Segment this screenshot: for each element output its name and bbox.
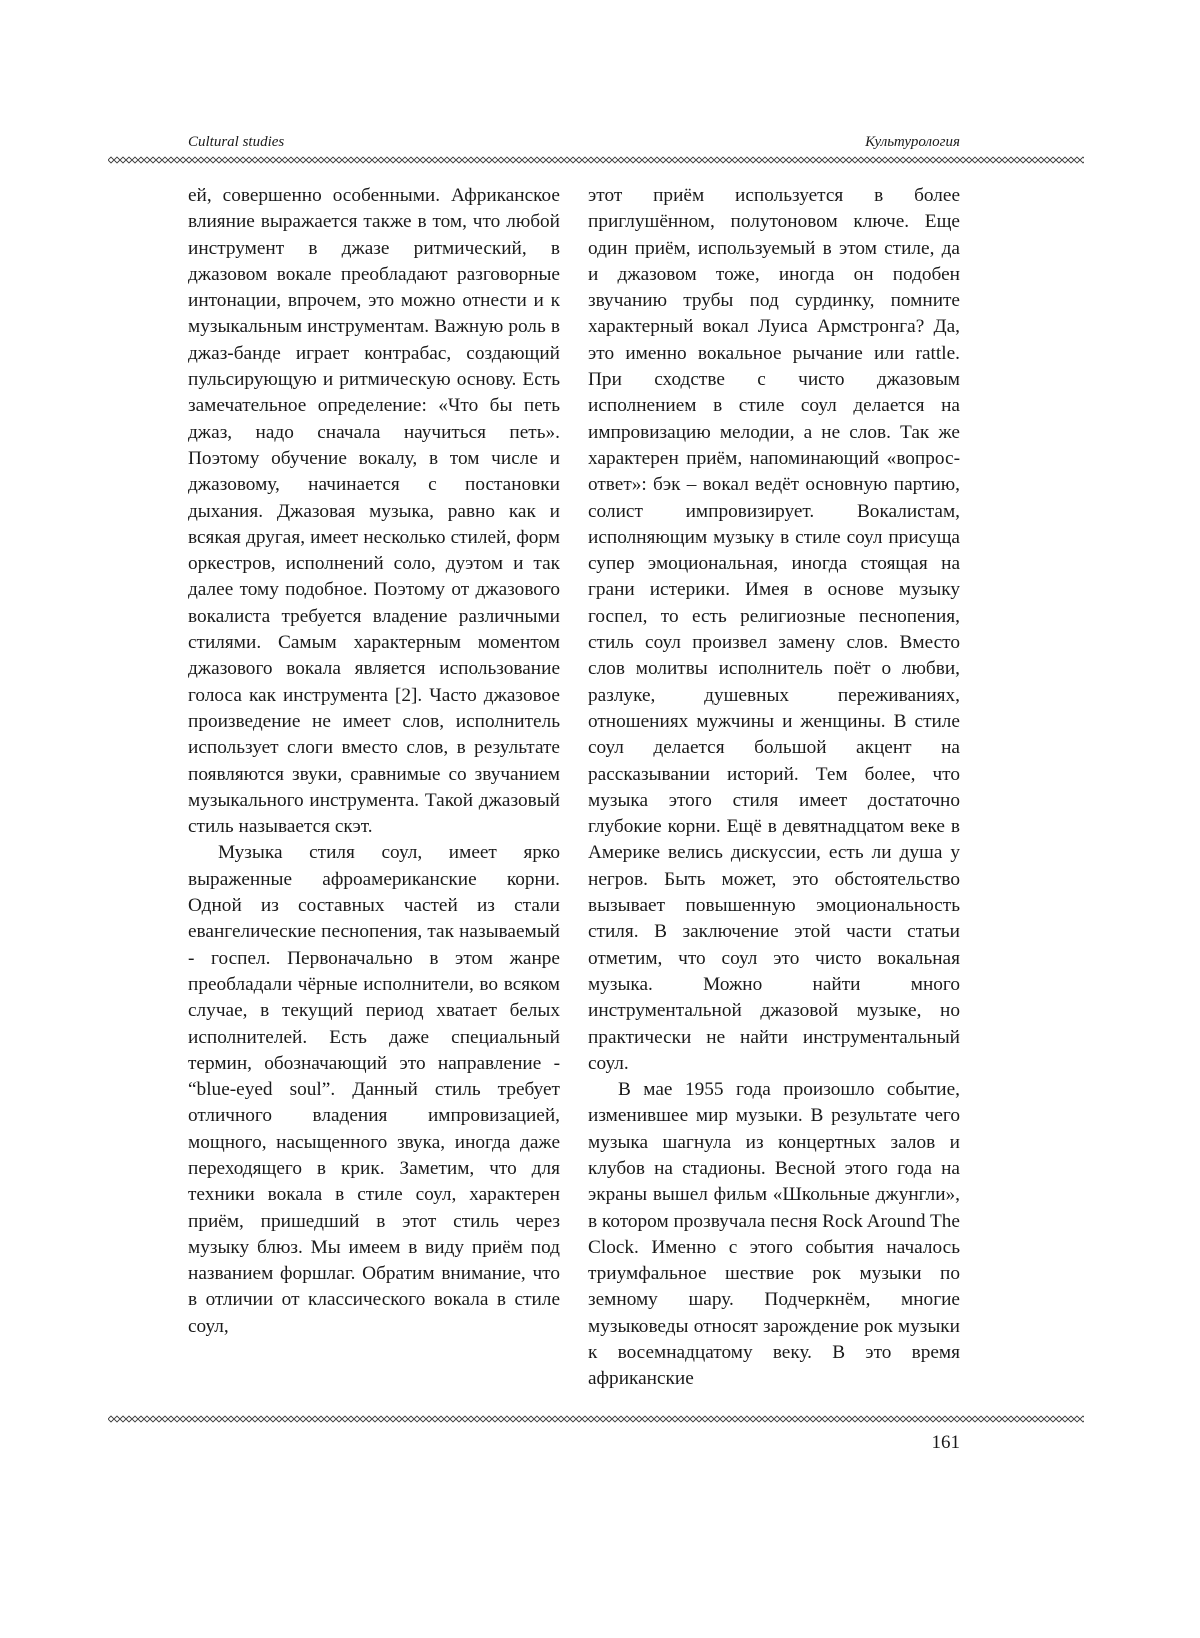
- running-header: [188, 134, 960, 156]
- paragraph-jazz-vocal: ей, совершенно особенными. Африканское влияние выражается также в том, что любой инструмент в джазе ритмический, в джазовом вокале преобладают разговорные интонации, впрочем, это можно отнести и к музыкальным инструментам. Важную роль в джаз-банде играет контрабас, создающий пульсирующую и ритмическую основу. Есть замечательное определение: «Что бы петь джаз, надо сначала научиться петь». Поэтому обучение вокалу, в том числе и джазовому, начинается с постановки дыхания. Джазовая музыка, равно как и всякая другая, имеет несколько стилей, форм оркестров, исполнений соло, дуэтом и так далее тому подобное. Поэтому от джазового вокалиста требуется владение различными стилями. Самым характерным моментом джазового вокала является использование голоса как инструмента [2]. Часто джазовое произведение не имеет слов, исполнитель использует слоги вместо слов, в результате появляются звуки, сравнимые со звучанием музыкального инструмента. Такой джазовый стиль называется скэт.: [188, 185, 560, 838]
- left-column: [188, 183, 560, 1340]
- paragraph-soul-style: Музыка стиля соул, имеет ярко выраженные афроамериканские корни. Одной из составных частей из стали евангелические песнопения, так называемый - госпел. Первоначально в этом жанре преобладали чёрные исполнители, во всяком случае, в текущий период хватает белых исполнителей. Есть даже специальный термин, обозначающий это направление - “blue-eyed soul”. Данный стиль требует отличного владения импровизацией, мощного, насыщенного звука, иногда даже переходящего в крик. Заметим, что для техники вокала в стиле соул, характерен приём, пришедший в этот стиль через музыку блюз. Мы имеем в виду приём под названием форшлаг. Обратим внимание, что в отличии от классического вокала в стиле соул,: [188, 842, 560, 1337]
- header-journal-section-ru: Культурология: [865, 134, 960, 150]
- top-ornament-rule: [108, 155, 1084, 165]
- header-journal-section-en: Cultural studies: [188, 134, 285, 150]
- page-number: 161: [931, 1432, 960, 1453]
- bottom-ornament-rule: [108, 1414, 1084, 1424]
- right-column: [588, 183, 960, 1393]
- paragraph-rock-history: В мае 1955 года произошло событие, изменившее мир музыки. В результате чего музыка шагнула из концертных залов и клубов на стадионы. Весной этого года на экраны вышел фильм «Школьные джунгли», в котором прозвучала песня Rock Around The Clock. Именно с этого события началось триумфальное шествие рок музыки по земному шару. Подчеркнём, многие музыковеды относят зарождение рок музыки к восемнадцатому веку. В это время африканские: [588, 1079, 960, 1390]
- article-body: [188, 183, 960, 1403]
- paragraph-soul-techniques: этот приём используется в более приглушённом, полутоновом ключе. Еще один приём, используемый в этом стиле, да и джазовом тоже, иногда он подобен звучанию трубы под сурдинку, помните характерный вокал Луиса Армстронга? Да, это именно вокальное рычание или rattle. При сходстве с чисто джазовым исполнением в стиле соул делается на импровизацию мелодии, а не слов. Так же характерен приём, напоминающий «вопрос-ответ»: бэк – вокал ведёт основную партию, солист импровизирует. Вокалистам, исполняющим музыку в стиле соул присуща супер эмоциональная, иногда стоящая на грани истерики. Имея в основе музыку госпел, то есть религиозные песнопения, стиль соул произвел замену слов. Вместо слов молитвы исполнитель поёт о любви, разлуке, душевных переживаниях, отношениях мужчины и женщины. В стиле соул делается большой акцент на рассказывании историй. Тем более, что музыка этого стиля имеет достаточно глубокие корни. Ещё в девятнадцатом веке в Америке велись дискуссии, есть ли душа у негров. Быть может, это обстоятельство вызывает повышенную эмоциональность стиля. В заключение этой части статьи отметим, что соул это чисто вокальная музыка. Можно найти много инструментальной джазовой музыке, но практически не найти инструментальный соул.: [588, 185, 960, 1074]
